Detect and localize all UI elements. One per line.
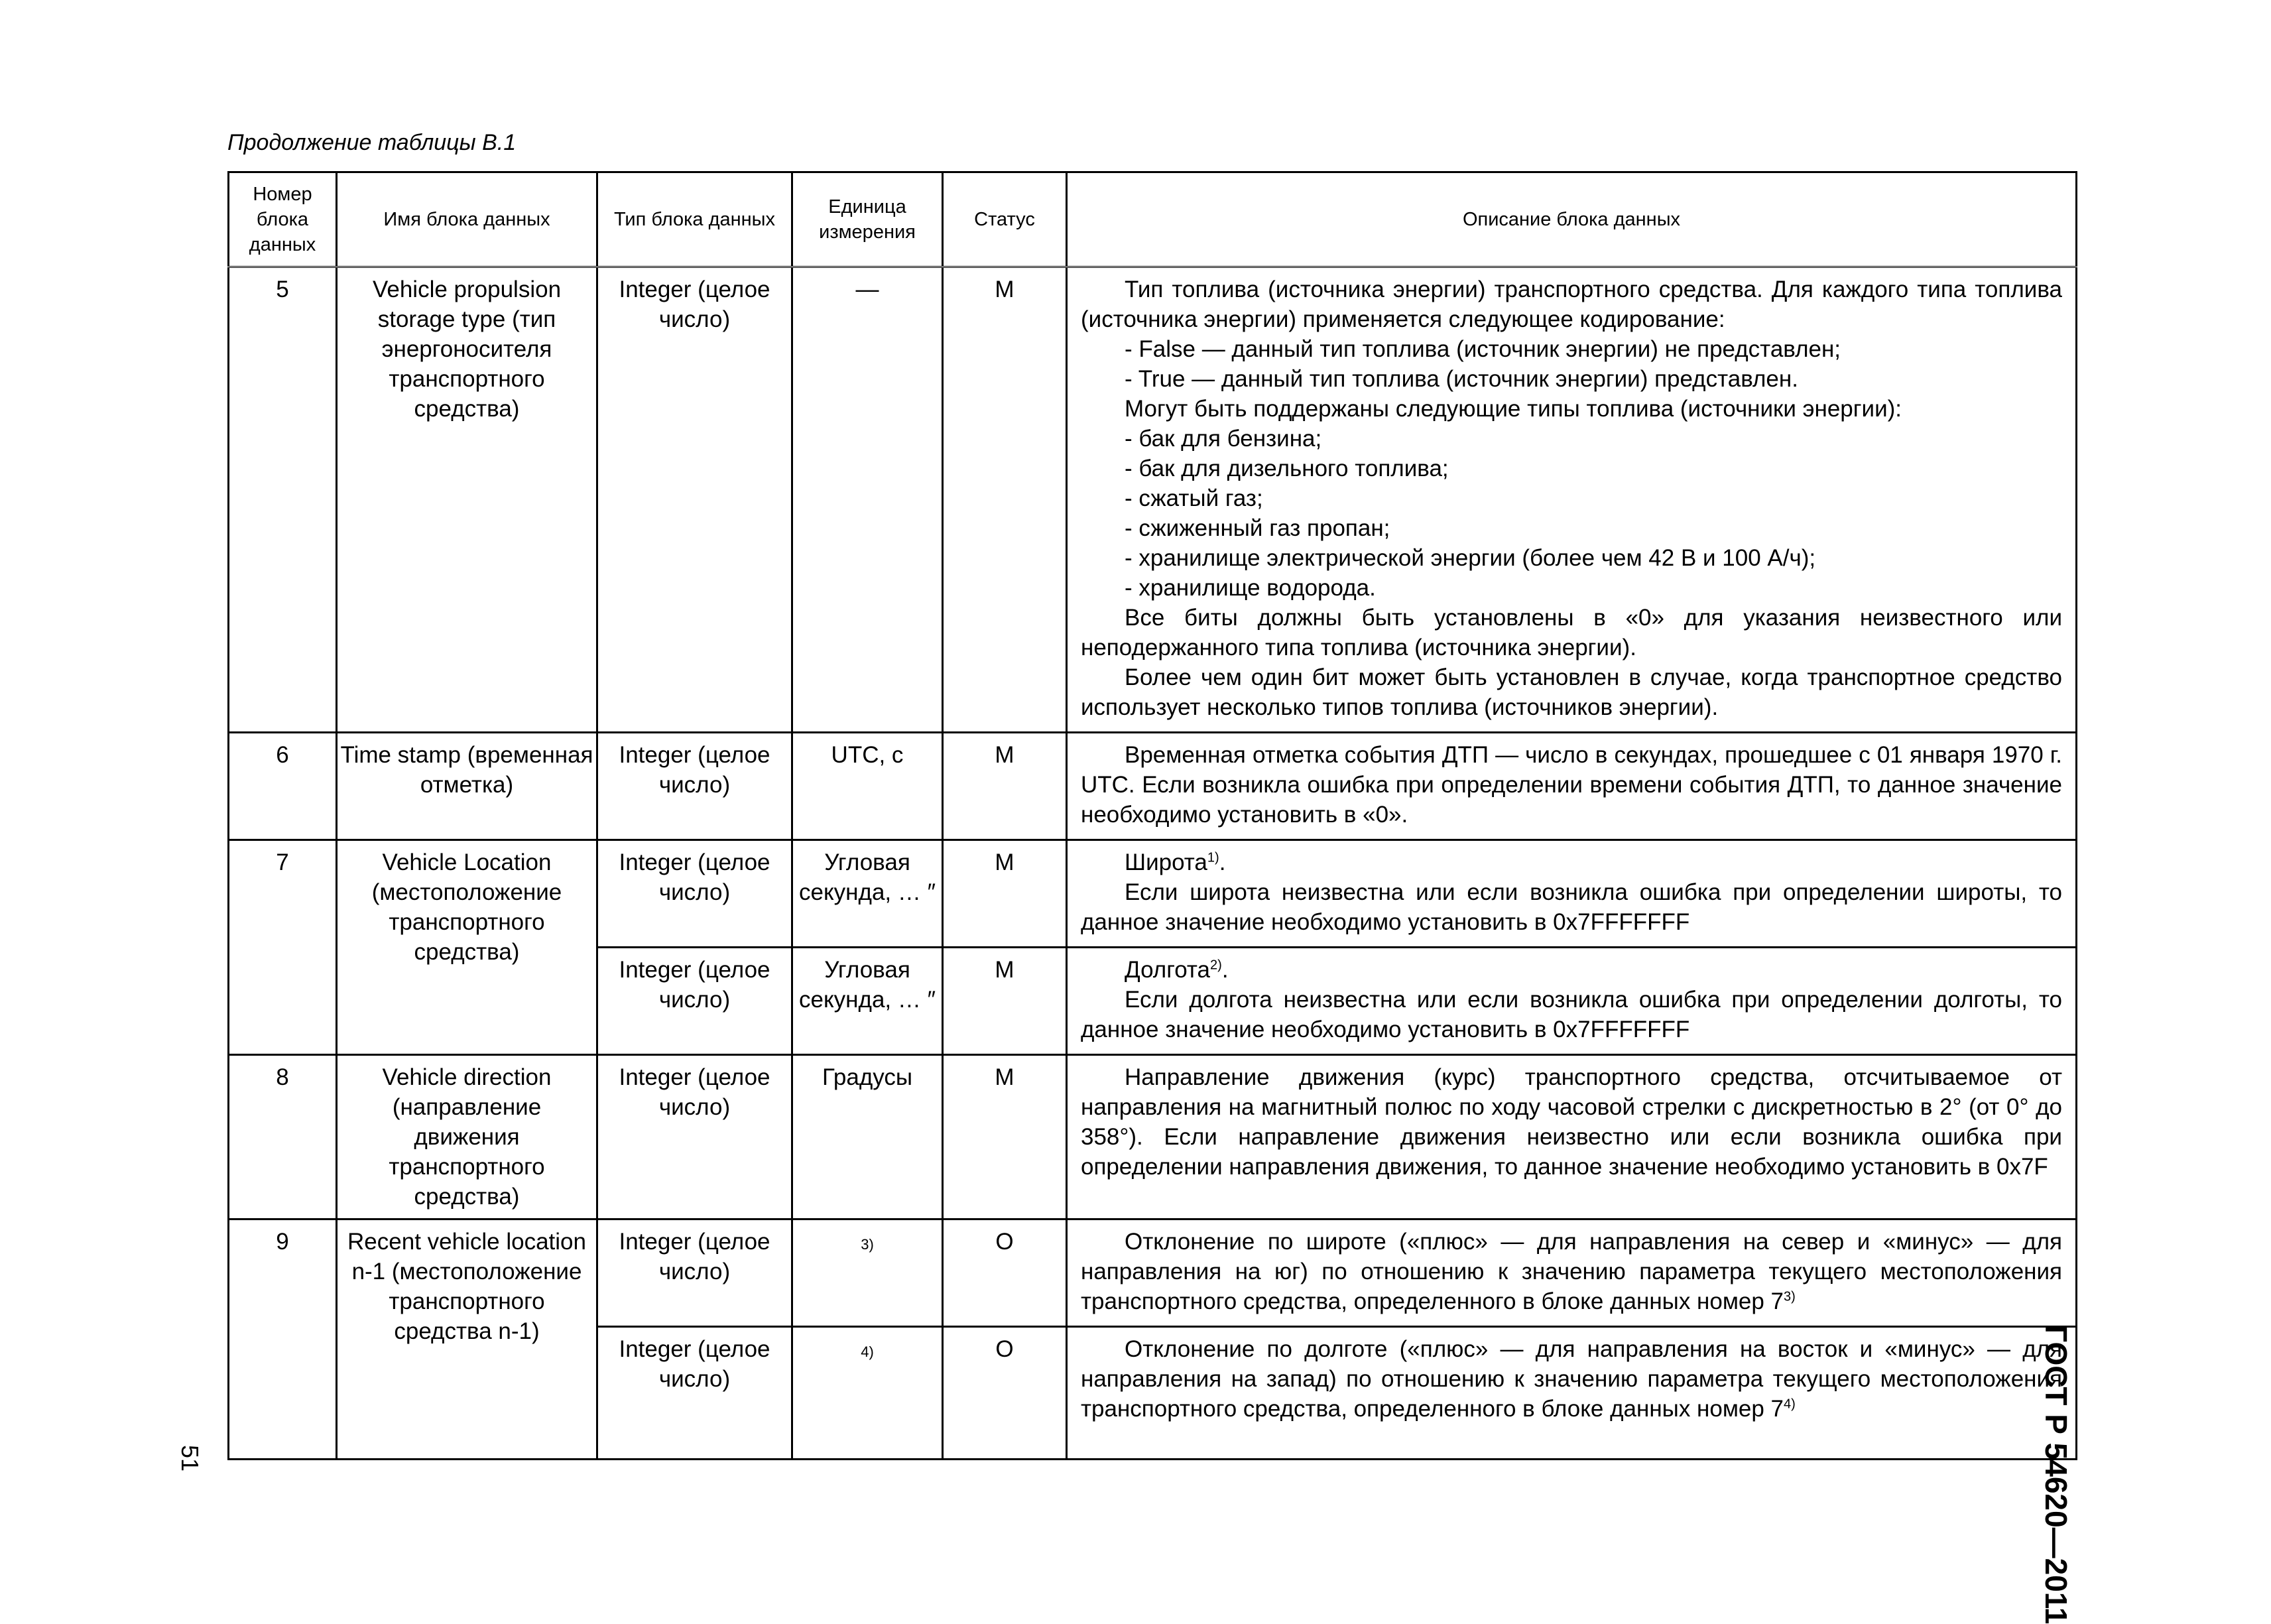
cell-type: Integer (целое число) [597, 948, 792, 1055]
cell-unit [792, 1219, 943, 1327]
table-row [229, 1055, 2077, 1219]
header-status: Статус [943, 172, 1067, 267]
desc-list-item: - True — данный тип топлива (источник энергии) представлен. [1125, 366, 1798, 392]
cell-num: 5 [229, 267, 337, 733]
desc-list-item: - бак для дизельного топлива; [1125, 456, 1449, 481]
footnote-ref: 2) [1210, 958, 1222, 973]
cell-name: Vehicle direction (направление движения транспортного средства) [337, 1055, 597, 1219]
cell-desc [1067, 733, 2077, 840]
table-row [229, 267, 2077, 733]
cell-unit: Угловая секунда, … ″ [792, 840, 943, 948]
footnote-ref: 4) [861, 1343, 874, 1360]
desc-list-item: - сжиженный газ пропан; [1125, 515, 1390, 541]
header-unit: Единица измерения [792, 172, 943, 267]
cell-desc [1067, 948, 2077, 1055]
desc-list-item: - бак для бензина; [1125, 426, 1322, 452]
footnote-ref: 3) [861, 1236, 874, 1253]
cell-type: Integer (целое число) [597, 733, 792, 840]
cell-desc [1067, 1055, 2077, 1219]
cell-unit: Угловая секунда, … ″ [792, 948, 943, 1055]
table-row [229, 733, 2077, 840]
cell-desc [1067, 1327, 2077, 1460]
desc-paragraph: Более чем один бит может быть установлен в случае, когда транспортное средство использует несколько типов топлива (источников энергии). [1081, 664, 2062, 720]
desc-list-item: - хранилище водорода. [1125, 575, 1376, 601]
cell-type: Integer (целое число) [597, 1219, 792, 1327]
desc-list-item: - хранилище электрической энергии (более чем 42 В и 100 А/ч); [1125, 545, 1816, 571]
header-num: Номер блока данных [229, 172, 337, 267]
cell-type: Integer (целое число) [597, 1055, 792, 1219]
cell-status: M [943, 1055, 1067, 1219]
desc-list-item: - False — данный тип топлива (источник энергии) не представлен; [1125, 336, 1841, 362]
cell-type: Integer (целое число) [597, 840, 792, 948]
cell-num: 8 [229, 1055, 337, 1219]
cell-type: Integer (целое число) [597, 1327, 792, 1460]
cell-status: M [943, 948, 1067, 1055]
desc-list-item: - сжатый газ; [1125, 485, 1263, 511]
desc-paragraph: Все биты должны быть установлены в «0» для указания неизвестного или неподержанного типа топлива (источника энергии). [1081, 605, 2062, 660]
desc-paragraph: Направление движения (курс) транспортного средства, отсчитываемое от направления на магнитный полюс по ходу часовой стрелки с дискретностью в 2° (от 0° до 358°). Если направление движения неизвестно или если возникла ошибка при определении направления движения, то данное значение необходимо установить в 0x7F [1081, 1064, 2062, 1180]
cell-name: Vehicle propulsion storage type (тип энергоносителя транспортного средства) [337, 267, 597, 733]
cell-status: M [943, 733, 1067, 840]
cell-num: 9 [229, 1219, 337, 1460]
table-header-row [229, 172, 2077, 267]
desc-paragraph: Если широта неизвестна или если возникла ошибка при определении широты, то данное значение необходимо установить в 0x7FFFFFFF [1081, 879, 2062, 935]
standard-designation: ГОСТ Р 54620—2011 [2039, 1325, 2073, 1624]
cell-name: Vehicle Location (местоположение транспортного средства) [337, 840, 597, 1055]
header-desc: Описание блока данных [1067, 172, 2077, 267]
cell-name: Time stamp (временная отметка) [337, 733, 597, 840]
cell-type: Integer (целое число) [597, 267, 792, 733]
desc-paragraph: Тип топлива (источника энергии) транспортного средства. Для каждого типа топлива (источника энергии) применяется следующее кодирование: [1081, 277, 2062, 332]
cell-unit: Градусы [792, 1055, 943, 1219]
desc-title: Широта$^{1)}$. [1125, 849, 1226, 875]
footnote-ref: 4) [1784, 1397, 1796, 1412]
cell-num: 6 [229, 733, 337, 840]
cell-status: M [943, 840, 1067, 948]
data-blocks-table [227, 171, 2077, 1460]
cell-name: Recent vehicle location n-1 (местоположение транспортного средства n-1) [337, 1219, 597, 1460]
page-number: 51 [176, 1444, 204, 1472]
cell-status: O [943, 1219, 1067, 1327]
table-row [229, 840, 2077, 948]
cell-desc [1067, 267, 2077, 733]
cell-desc [1067, 1219, 2077, 1327]
table-row [229, 1219, 2077, 1327]
desc-paragraph: Если долгота неизвестна или если возникла ошибка при определении долготы, то данное значение необходимо установить в 0x7FFFFFFF [1081, 987, 2062, 1042]
cell-status: M [943, 267, 1067, 733]
header-type: Тип блока данных [597, 172, 792, 267]
header-name: Имя блока данных [337, 172, 597, 267]
cell-desc [1067, 840, 2077, 948]
footnote-ref: 3) [1784, 1289, 1796, 1304]
desc-paragraph: Могут быть поддержаны следующие типы топлива (источники энергии): [1125, 396, 1902, 422]
desc-title: Долгота$^{2)}$. [1125, 957, 1229, 983]
cell-num: 7 [229, 840, 337, 1055]
cell-unit [792, 1327, 943, 1460]
cell-unit: — [792, 267, 943, 733]
desc-paragraph: Временная отметка события ДТП — число в секундах, прошедшее с 01 января 1970 г. UTC. Если возникла ошибка при определении времени события ДТП, то данное значение необходимо установить в «0». [1081, 742, 2062, 828]
table-caption: Продолжение таблицы В.1 [227, 130, 517, 155]
footnote-ref: 1) [1207, 850, 1219, 865]
cell-unit: UTC, с [792, 733, 943, 840]
desc-paragraph: Отклонение по широте («плюс» — для направления на север и «минус» — для направления на юг) по отношению к значению параметра текущего местоположения транспортного средства, определенного в блоке данных номер 7$^{3)}$ [1081, 1229, 2062, 1314]
cell-status: O [943, 1327, 1067, 1460]
desc-paragraph: Отклонение по долготе («плюс» — для направления на восток и «минус» — для направления на запад) по отношению к значению параметра текущего местоположения транспортного средства, определенного в блоке данных номер 7$^{4)}$ [1081, 1336, 2062, 1422]
